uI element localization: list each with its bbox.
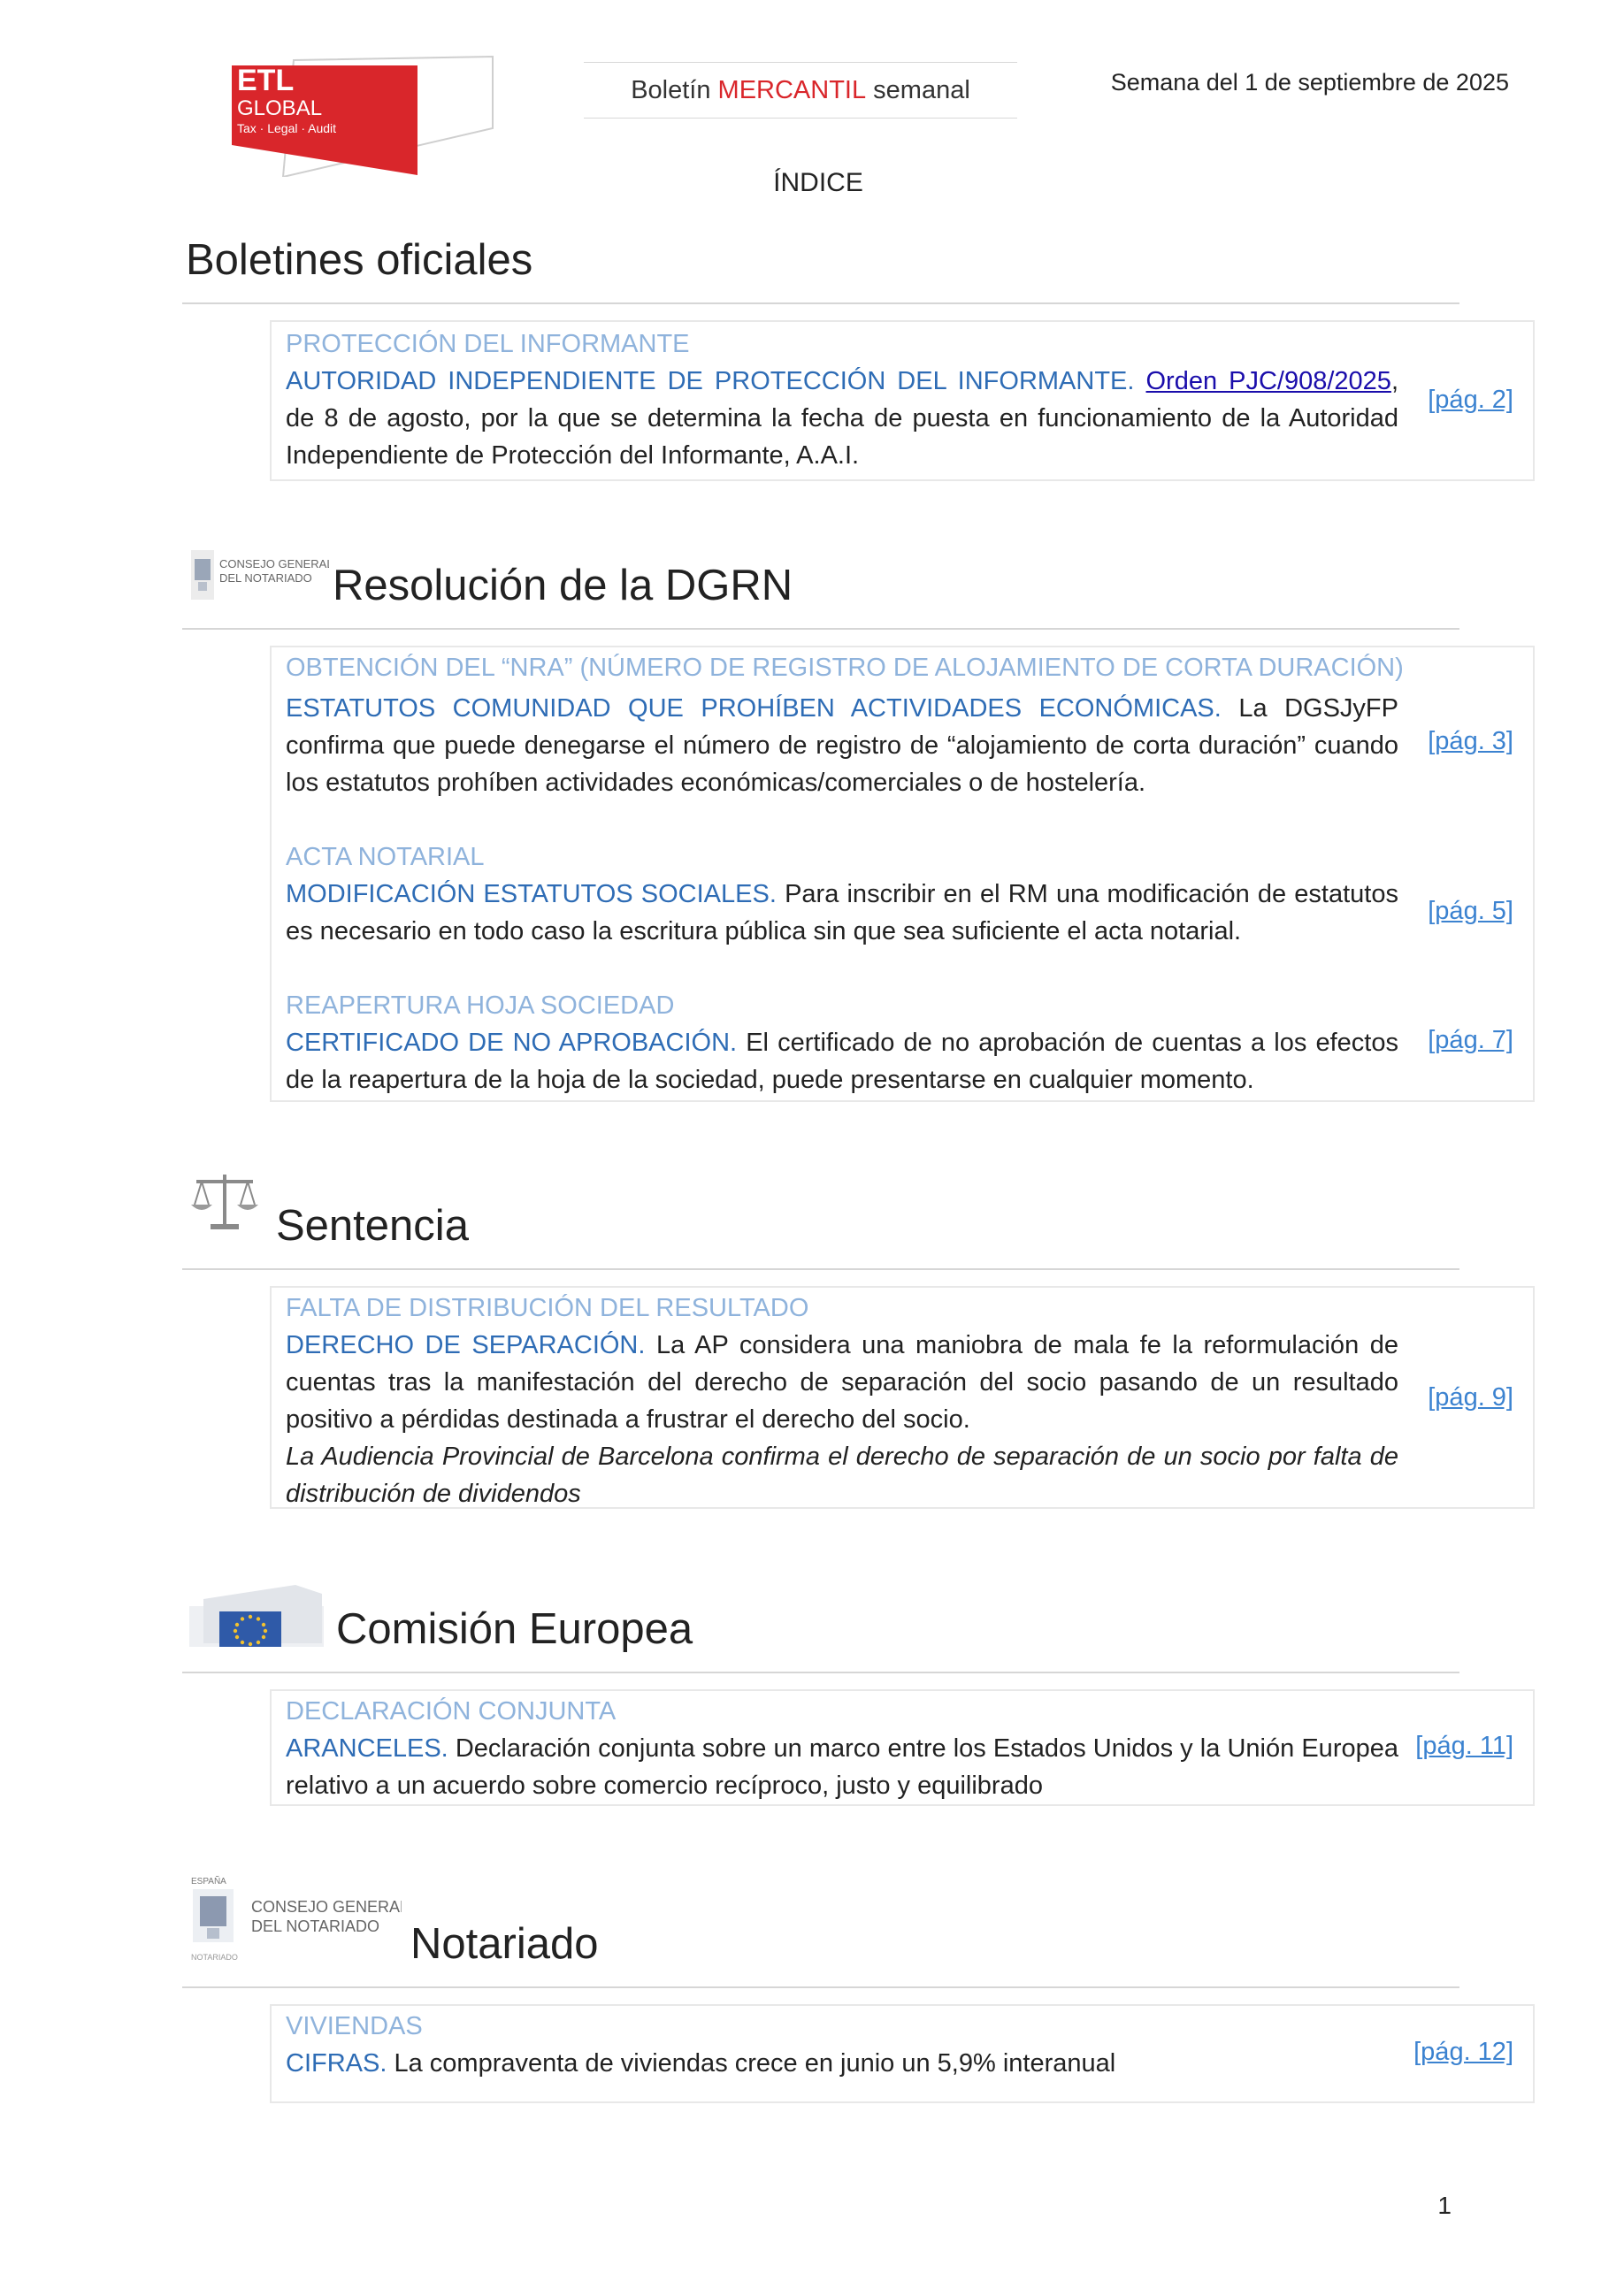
bulletin-prefix: Boletín xyxy=(631,75,718,104)
entry-heading: DERECHO DE SEPARACIÓN. xyxy=(286,1331,646,1359)
section-divider xyxy=(182,628,1459,630)
entry-category: REAPERTURA HOJA SOCIEDAD xyxy=(286,991,675,1020)
emblem-line1: CONSEJO GENERAL xyxy=(219,557,329,570)
entry-box-sentencia xyxy=(270,1286,1535,1509)
logo-line1: ETL xyxy=(237,64,295,97)
entry-text: Para inscribir en el RM una modificación de estatutos es necesario en todo caso la escritura pública sin que sea suficiente el acta notarial. xyxy=(286,880,1398,945)
entry-category: DECLARACIÓN CONJUNTA xyxy=(286,1697,617,1726)
index-title: ÍNDICE xyxy=(773,168,863,197)
entry-heading: ESTATUTOS COMUNIDAD QUE PROHÍBEN ACTIVIDADES ECONÓMICAS. xyxy=(286,694,1222,723)
notariado-logo-line1: CONSEJO GENERAL xyxy=(251,1898,402,1916)
entry-heading: CIFRAS. xyxy=(286,2049,387,2078)
entry-category: OBTENCIÓN DEL “NRA” (NÚMERO DE REGISTRO DE ALOJAMIENTO DE CORTA DURACIÓN) xyxy=(286,654,1404,682)
page-link-2[interactable]: [pág. 2] xyxy=(1428,386,1513,414)
entry-notariado-1 xyxy=(286,2008,1398,2082)
page-link-12[interactable]: [pág. 12] xyxy=(1413,2038,1513,2066)
entry-dgrn-2 xyxy=(286,838,1398,950)
entry-text: El certificado de no aprobación de cuentas a los efectos de la reapertura de la hoja de la sociedad, puede presentarse en cualquier momento. xyxy=(286,1029,1398,1094)
etl-global-logo xyxy=(232,53,497,177)
entry-sentencia-1 xyxy=(286,1290,1398,1512)
eu-flag-icon xyxy=(189,1581,324,1647)
week-date: Semana del 1 de septiembre de 2025 xyxy=(1110,69,1509,96)
entry-text: Declaración conjunta sobre un marco entre los Estados Unidos y la Unión Europea relativo a un acuerdo sobre comercio recíproco, justo y equilibrado xyxy=(286,1734,1398,1800)
entry-dgrn-3 xyxy=(286,987,1398,1098)
entry-box-notariado xyxy=(270,2004,1535,2103)
entry-heading: MODIFICACIÓN ESTATUTOS SOCIALES. xyxy=(286,880,777,908)
notariado-emblem-icon xyxy=(188,547,329,603)
entry-dgrn-category-1 xyxy=(286,649,1436,686)
page-link-5[interactable]: [pág. 5] xyxy=(1428,897,1513,925)
page-link-11[interactable]: [pág. 11] xyxy=(1415,1732,1513,1760)
entry-text: La AP considera una maniobra de mala fe la reformulación de cuentas tras la manifestación del derecho de separación del socio pasando de un resultado positivo a pérdidas destinada a frustrar el derecho del socio. xyxy=(286,1331,1398,1434)
entry-comision-1 xyxy=(286,1693,1398,1804)
section-title-notariado: Notariado xyxy=(410,1920,599,1968)
notariado-logo-icon xyxy=(189,1873,402,1963)
page-link-3[interactable]: [pág. 3] xyxy=(1428,727,1513,755)
section-title-boletines: Boletines oficiales xyxy=(186,236,533,284)
entry-heading: ARANCELES. xyxy=(286,1734,448,1763)
section-divider xyxy=(182,1268,1459,1270)
bulletin-suffix: semanal xyxy=(866,75,970,104)
page-number: 1 xyxy=(1437,2192,1452,2219)
logo-line3: Tax · Legal · Audit xyxy=(237,121,337,135)
entry-heading: CERTIFICADO DE NO APROBACIÓN. xyxy=(286,1029,738,1057)
entry-text: La DGSJyFP confirma que puede denegarse el número de registro de “alojamiento de corta duración” cuando los estatutos prohíben actividades económicas/comerciales o de hostelería. xyxy=(286,694,1398,797)
entry-category: PROTECCIÓN DEL INFORMANTE xyxy=(286,330,690,358)
section-title-dgrn: Resolución de la DGRN xyxy=(333,562,793,609)
entry-italic-note: La Audiencia Provincial de Barcelona confirma el derecho de separación de un socio por falta de distribución de dividendos xyxy=(286,1443,1398,1508)
entry-boletines-1 xyxy=(286,325,1398,474)
logo-graphic xyxy=(232,53,497,177)
entry-box-dgrn xyxy=(270,646,1535,1102)
logo-line2: GLOBAL xyxy=(237,96,323,120)
orden-link[interactable]: Orden PJC/908/2025 xyxy=(1145,367,1391,395)
bulletin-highlight: MERCANTIL xyxy=(717,75,867,104)
emblem-line2: DEL NOTARIADO xyxy=(219,571,312,585)
section-divider xyxy=(182,1672,1459,1673)
page-link-9[interactable]: [pág. 9] xyxy=(1428,1383,1513,1412)
entry-box-comision xyxy=(270,1689,1535,1806)
entry-dgrn-1 xyxy=(286,690,1398,801)
notariado-logo-line2: DEL NOTARIADO xyxy=(251,1917,380,1935)
scales-of-justice-icon xyxy=(189,1169,260,1236)
entry-box-boletines xyxy=(270,320,1535,481)
entry-category: ACTA NOTARIAL xyxy=(286,843,485,871)
page-link-7[interactable]: [pág. 7] xyxy=(1428,1026,1513,1054)
section-title-comision: Comisión Europea xyxy=(336,1605,693,1653)
entry-heading: AUTORIDAD INDEPENDIENTE DE PROTECCIÓN DEL INFORMANTE. xyxy=(286,367,1135,395)
bulletin-title xyxy=(584,62,1017,119)
section-divider xyxy=(182,302,1459,304)
section-divider xyxy=(182,1986,1459,1988)
entry-text: La compraventa de viviendas crece en junio un 5,9% interanual xyxy=(387,2049,1116,2078)
notariado-logo-bottom: NOTARIADO xyxy=(191,1953,238,1962)
entry-text: , de 8 de agosto, por la que se determina la fecha de puesta en funcionamiento de la Autoridad Independiente de Protección del Informante, A.A.I. xyxy=(286,367,1398,470)
notariado-logo-top: ESPAÑA xyxy=(191,1877,226,1887)
entry-category: VIVIENDAS xyxy=(286,2012,423,2040)
entry-category: FALTA DE DISTRIBUCIÓN DEL RESULTADO xyxy=(286,1294,809,1322)
section-title-sentencia: Sentencia xyxy=(276,1202,469,1250)
